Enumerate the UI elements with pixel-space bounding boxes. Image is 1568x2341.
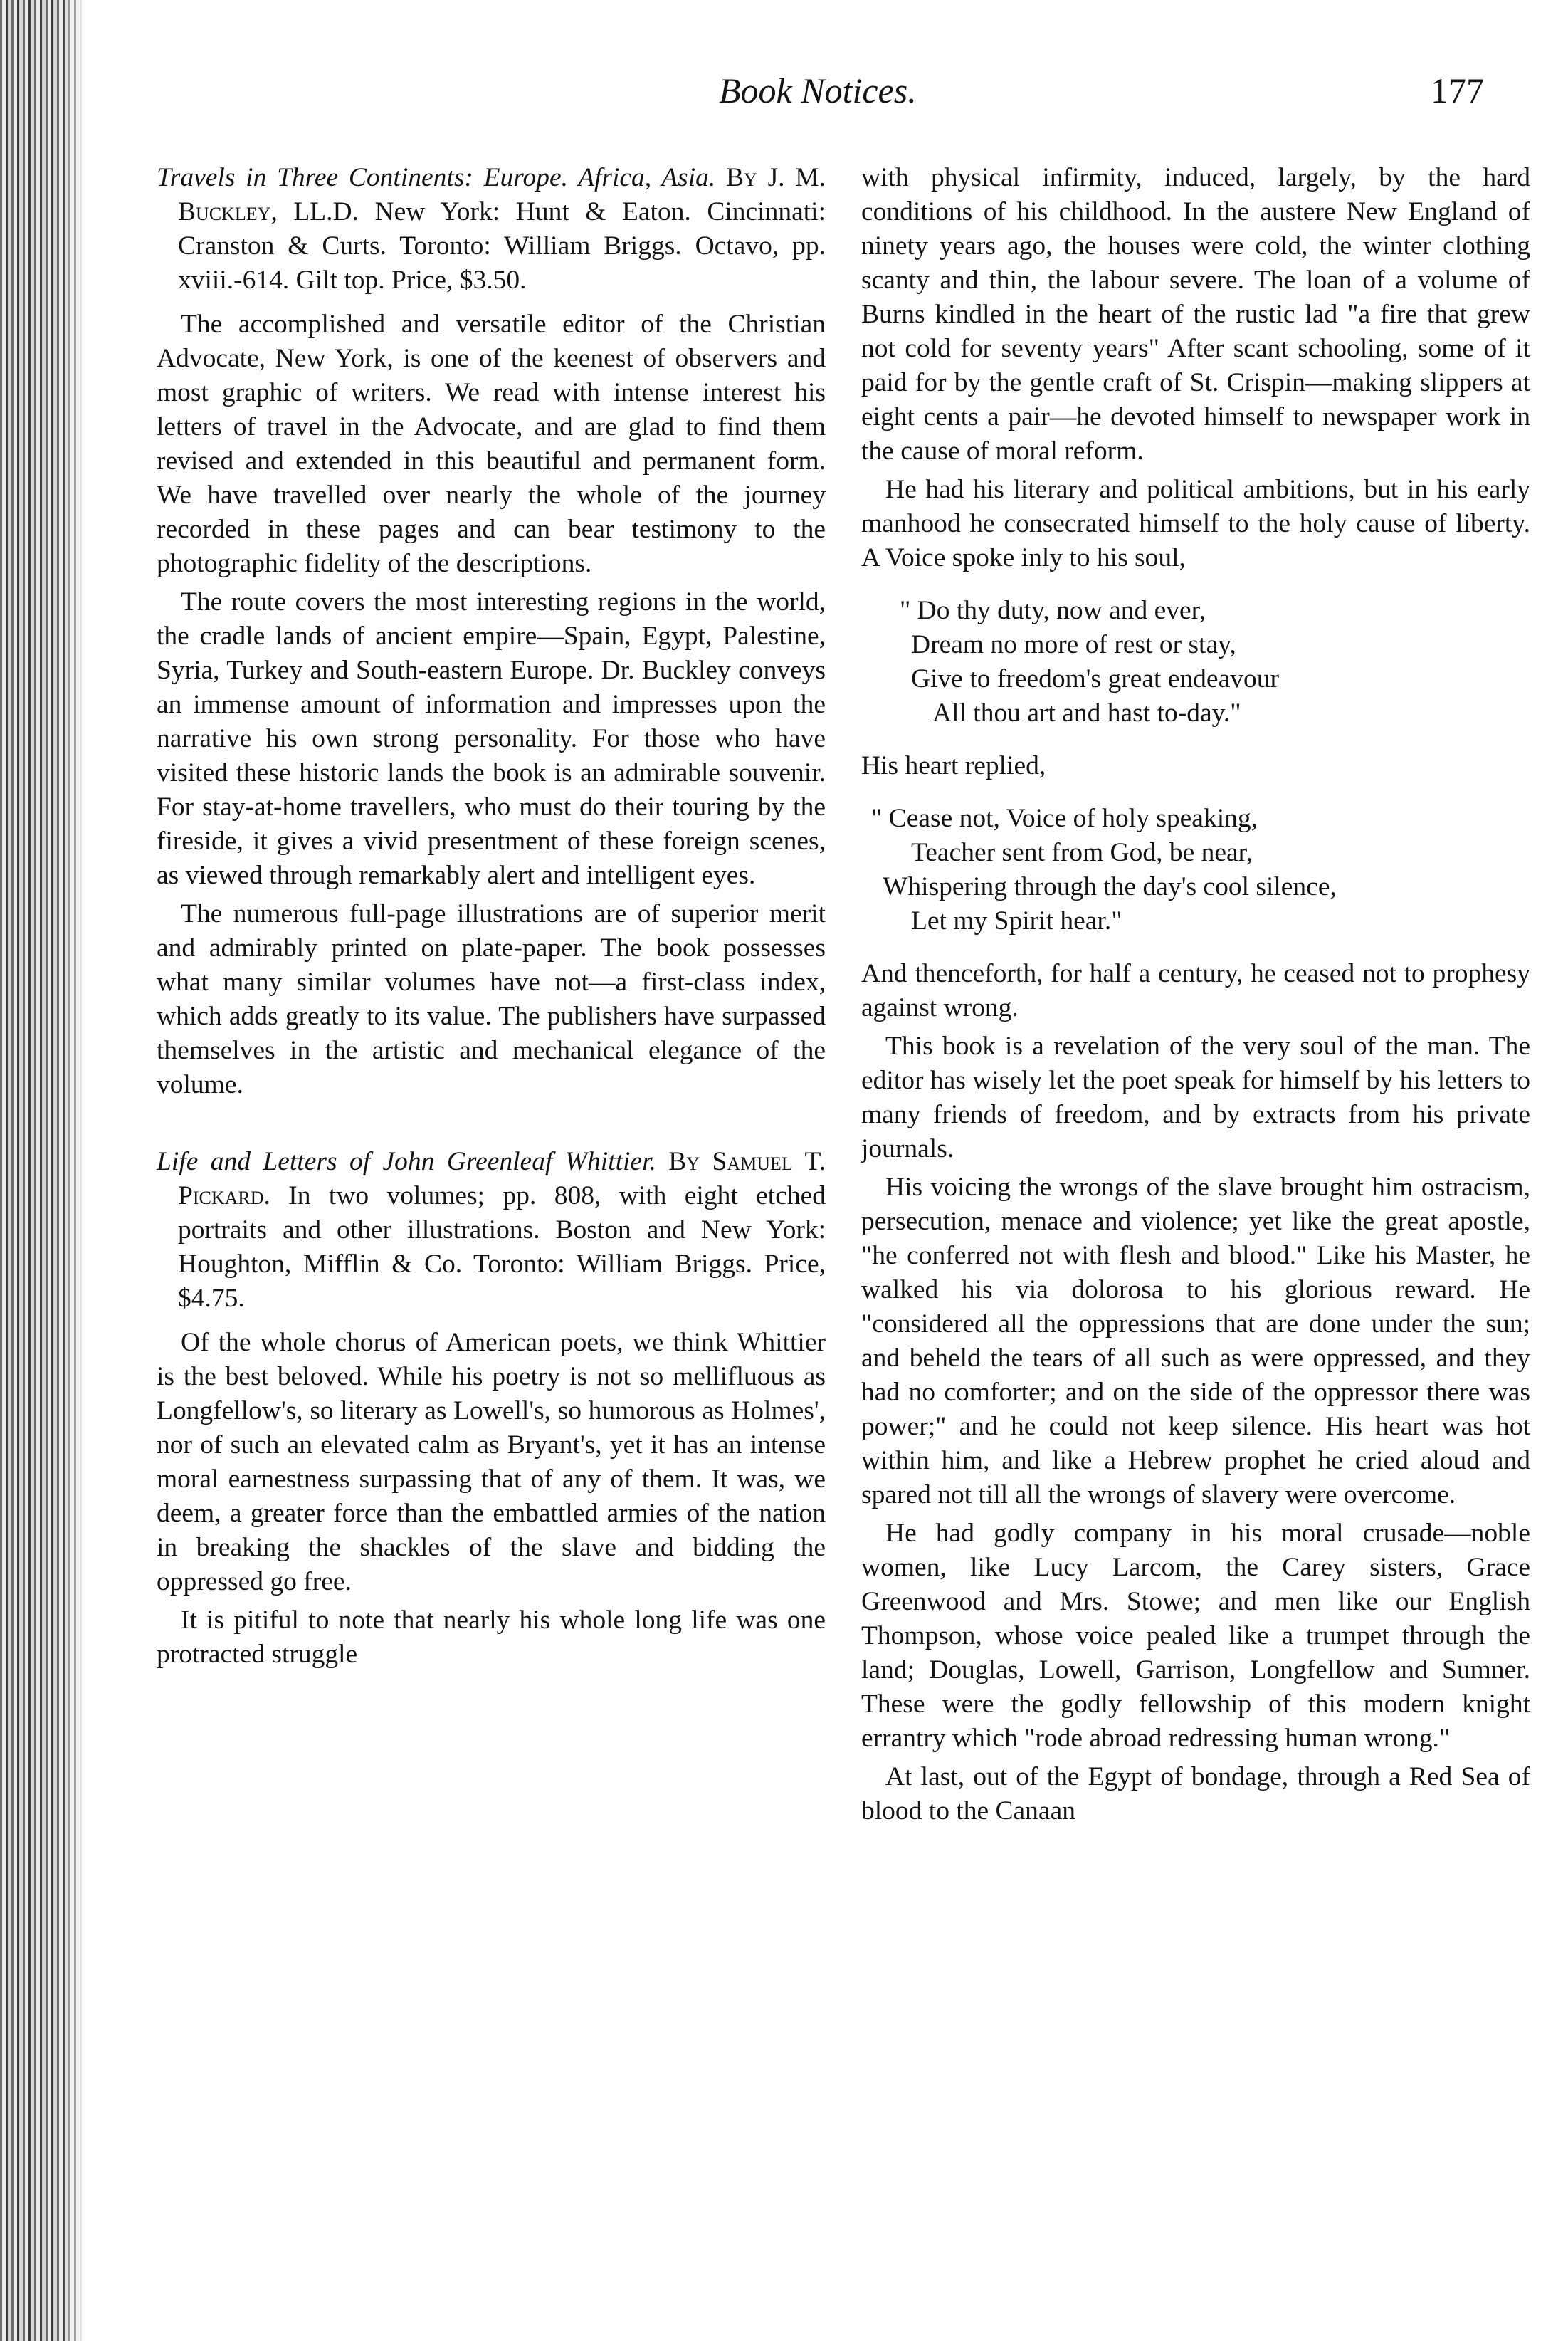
verse-line: Whispering through the day's cool silence, xyxy=(883,872,1337,901)
verse-quotation xyxy=(883,594,1530,730)
verse-line: Teacher sent from God, be near, xyxy=(911,838,1253,867)
continued-paragraph: with physical infirmity, induced, largely, by the hard conditions of his childhood. In the austere New England of ninety years ago, the houses were cold, the winter clothing scanty and thin, the labour severe. The loan of a volume of Burns kindled in the heart of the rustic lad "a fire that grew not cold for seventy years" After scant schooling, some of it paid for by the gentle craft of St. Crispin—making slippers at eight cents a pair—he devoted himself to newspaper work in the cause of moral reform. xyxy=(861,163,1530,466)
review-paragraph: This book is a revelation of the very soul of the man. The editor has wisely let the poet speak for himself by his letters to many friends of freedom, and by extracts from his private journals. xyxy=(861,1032,1530,1163)
review-paragraph: The numerous full-page illustrations are of superior merit and admirably printed on plate-paper. The book possesses what many similar volumes have not—a first-class index, which adds greatly to its value. The publishers have surpassed themselves in the artistic and mechanical elegance of the volume. xyxy=(157,899,826,1099)
verse-line: All thou art and hast to-day." xyxy=(932,698,1241,728)
review-paragraph: He had his literary and political ambitions, but in his early manhood he consecrated himself to the holy cause of liberty. A Voice spoke inly to his soul, xyxy=(861,475,1530,572)
book-publication: New York: Hunt & Eaton. Cincinnati: Cranston & Curts. Toronto: William Briggs. Octavo, pp. xviii.-614. Gilt top. Price, $3.50. xyxy=(178,197,826,295)
review-paragraph: At last, out of the Egypt of bondage, through a Red Sea of blood to the Canaan xyxy=(861,1762,1530,1826)
book-citation xyxy=(157,1145,826,1316)
book-author: By Samuel T. Pickard. xyxy=(178,1147,826,1210)
book-binding-edge xyxy=(0,0,85,2341)
review-paragraph: Of the whole chorus of American poets, we think Whittier is the best beloved. While his poetry is not so mellifluous as Longfellow's, so literary as Lowell's, so humorous as Holmes', nor of such an elevated calm as Bryant's, yet it has an intense moral earnestness surpassing that of any of them. It was, we deem, a greater force than the embattled armies of the nation in breaking the shackles of the slave and bidding the oppressed go free. xyxy=(157,1328,826,1596)
verse-line: Let my Spirit hear." xyxy=(911,906,1122,936)
review-paragraph: It is pitiful to note that nearly his whole long life was one protracted struggle xyxy=(157,1606,826,1669)
book-publication: In two volumes; pp. 808, with eight etched portraits and other illustrations. Boston and New York: Houghton, Mifflin & Co. Toronto: William Briggs. Price, $4.75. xyxy=(178,1181,826,1313)
book-title: Travels in Three Continents: Europe. Africa, Asia. xyxy=(157,163,716,192)
continued-paragraph: And thenceforth, for half a century, he ceased not to prophesy against wrong. xyxy=(861,959,1530,1022)
verse-line: Dream no more of rest or stay, xyxy=(911,630,1236,659)
review-paragraph: He had godly company in his moral crusade—noble women, like Lucy Larcom, the Carey sisters, Grace Greenwood and Mrs. Stowe; and men like our English Thompson, whose voice pealed like a trumpet through the land; Douglas, Lowell, Garrison, Longfellow and Sumner. These were the godly fellowship of this modern knight errantry which "rode abroad redressing human wrong." xyxy=(861,1519,1530,1753)
page-number: 177 xyxy=(1431,70,1484,110)
review-paragraph: The accomplished and versatile editor of the Christian Advocate, New York, is one of the keenest of observers and most graphic of writers. We read with intense interest his letters of travel in the Advocate, and are glad to find them revised and extended in this beautiful and permanent form. We have travelled over nearly the whole of the journey recorded in these pages and can bear testimony to the photographic fidelity of the descriptions. xyxy=(157,310,826,578)
review-paragraph: His voicing the wrongs of the slave brought him ostracism, persecution, menace and violence; yet like the great apostle, "he conferred not with flesh and blood." Like his Master, he walked his via dolorosa to his glorious reward. He "considered all the oppressions that are done under the sun; and beheld the tears of all such as were oppressed, and they had no comforter; and on the side of the oppressor there was power;" and he could not keep silence. His heart was hot within him, and like a Hebrew prophet he cried aloud and spared not till all the wrongs of slavery were overcome. xyxy=(861,1173,1530,1509)
review-life-and-letters-of-whittier xyxy=(157,1145,826,1672)
right-column xyxy=(861,161,1530,2318)
book-citation xyxy=(157,161,826,298)
heart-replied-line: His heart replied, xyxy=(861,751,1046,780)
book-author: By J. M. Buckley, LL.D. xyxy=(178,163,826,226)
book-title: Life and Letters of John Greenleaf Whittier. xyxy=(157,1147,656,1176)
left-column xyxy=(157,161,826,2318)
verse-line: " Cease not, Voice of holy speaking, xyxy=(871,804,1258,833)
verse-quotation xyxy=(871,802,1530,938)
page-header xyxy=(0,70,1568,127)
verse-line: " Do thy duty, now and ever, xyxy=(900,596,1206,625)
review-travels-in-three-continents xyxy=(157,161,826,1102)
running-head: Book Notices. xyxy=(719,70,917,110)
review-paragraph: The route covers the most interesting regions in the world, the cradle lands of ancient empire—Spain, Egypt, Palestine, Syria, Turkey and South-eastern Europe. Dr. Buckley conveys an immense amount of information and impresses upon the narrative his own strong personality. For those who have visited these historic lands the book is an admirable souvenir. For stay-at-home travellers, who must do their touring by the fireside, it gives a vivid presentment of these foreign scenes, as viewed through remarkably alert and intelligent eyes. xyxy=(157,587,826,890)
verse-line: Give to freedom's great endeavour xyxy=(911,664,1279,693)
